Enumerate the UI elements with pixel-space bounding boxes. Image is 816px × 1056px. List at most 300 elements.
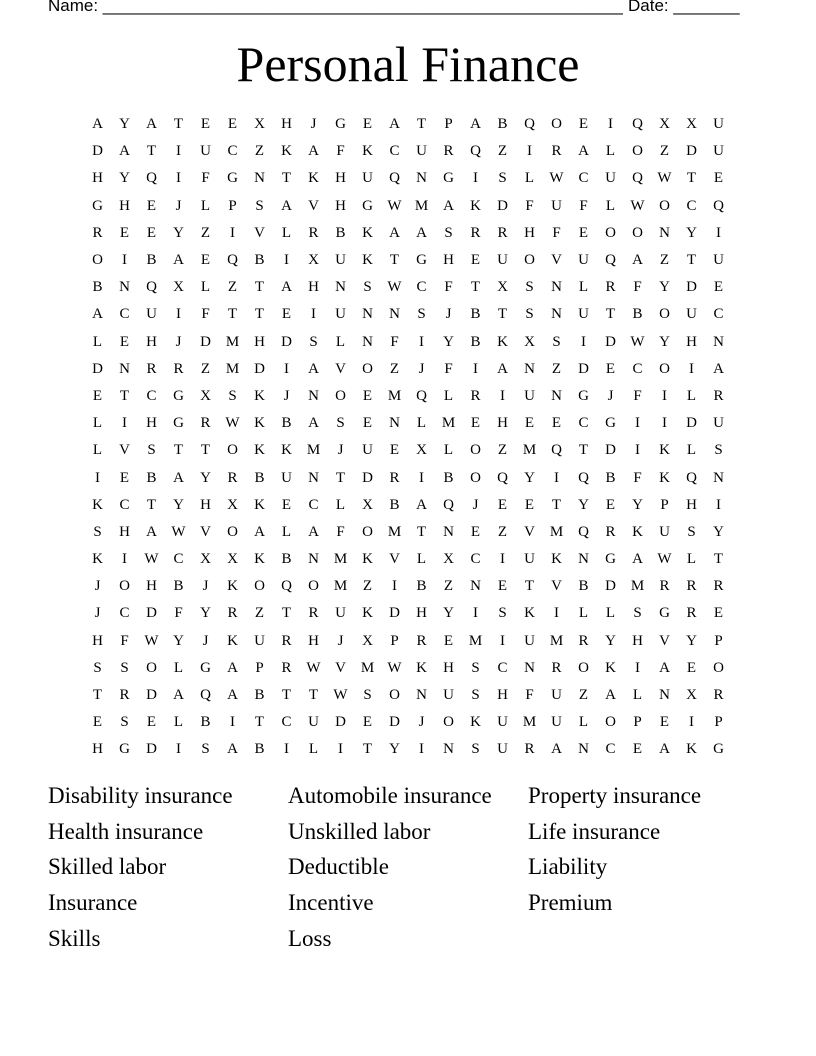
- grid-letter: K: [470, 197, 481, 214]
- grid-letter: I: [554, 605, 559, 622]
- grid-letter: C: [227, 143, 238, 160]
- grid-letter: S: [471, 659, 480, 676]
- grid-letter: K: [605, 659, 616, 676]
- grid-letter: O: [470, 469, 481, 486]
- grid-letter: Y: [659, 279, 670, 296]
- grid-letter: D: [497, 197, 508, 214]
- grid-row: [84, 464, 732, 491]
- word-list-item: Insurance: [48, 890, 138, 916]
- grid-letter: E: [281, 306, 292, 323]
- grid-row: [84, 274, 732, 301]
- grid-letter: V: [335, 360, 346, 377]
- grid-letter: T: [713, 551, 724, 568]
- grid-letter: O: [659, 197, 670, 214]
- grid-letter: E: [470, 415, 481, 432]
- grid-letter: U: [659, 523, 670, 540]
- grid-letter: B: [254, 741, 265, 758]
- grid-letter: R: [713, 387, 724, 404]
- grid-letter: S: [552, 333, 561, 350]
- grid-letter: J: [94, 578, 101, 595]
- grid-letter: U: [335, 306, 346, 323]
- grid-letter: S: [147, 442, 156, 459]
- page-title: Personal Finance: [236, 36, 580, 92]
- grid-letter: G: [362, 197, 373, 214]
- grid-letter: D: [686, 415, 697, 432]
- grid-letter: K: [659, 469, 670, 486]
- grid-letter: D: [200, 333, 211, 350]
- grid-row: [84, 655, 732, 682]
- grid-letter: J: [445, 306, 452, 323]
- grid-letter: K: [497, 333, 508, 350]
- grid-letter: W: [657, 551, 672, 568]
- grid-letter: G: [227, 170, 238, 187]
- grid-letter: A: [281, 197, 292, 214]
- grid-letter: P: [633, 714, 642, 731]
- grid-letter: L: [173, 659, 184, 676]
- grid-letter: Y: [605, 632, 616, 649]
- grid-row: [84, 165, 732, 192]
- grid-letter: N: [578, 551, 589, 568]
- grid-letter: U: [416, 143, 427, 160]
- grid-letter: T: [146, 143, 157, 160]
- grid-letter: T: [605, 306, 616, 323]
- grid-letter: W: [144, 551, 159, 568]
- grid-letter: R: [200, 415, 211, 432]
- grid-letter: T: [335, 469, 346, 486]
- grid-letter: T: [416, 116, 427, 133]
- grid-letter: O: [308, 578, 319, 595]
- grid-letter: G: [92, 197, 103, 214]
- grid-letter: T: [686, 252, 697, 269]
- grid-letter: U: [713, 415, 724, 432]
- grid-letter: H: [92, 741, 103, 758]
- grid-row: [84, 220, 732, 247]
- grid-letter: P: [714, 714, 723, 731]
- grid-letter: V: [659, 632, 670, 649]
- grid-letter: B: [281, 551, 292, 568]
- grid-letter: T: [254, 306, 265, 323]
- grid-letter: D: [92, 143, 103, 160]
- grid-letter: J: [337, 632, 344, 649]
- grid-letter: B: [92, 279, 103, 296]
- grid-letter: I: [419, 469, 424, 486]
- grid-letter: E: [443, 632, 454, 649]
- grid-letter: J: [310, 116, 317, 133]
- word-list-item: Automobile insurance: [288, 783, 492, 808]
- grid-letter: U: [200, 143, 211, 160]
- header: [48, 0, 748, 20]
- grid-letter: I: [122, 252, 127, 269]
- grid-letter: T: [281, 170, 292, 187]
- grid-letter: F: [174, 605, 183, 622]
- grid-letter: N: [578, 741, 589, 758]
- grid-letter: W: [387, 279, 402, 296]
- grid-letter: T: [173, 442, 184, 459]
- grid-letter: H: [497, 415, 508, 432]
- grid-letter: Y: [119, 116, 130, 133]
- grid-letter: E: [713, 279, 724, 296]
- grid-letter: J: [283, 387, 290, 404]
- grid-letter: I: [419, 741, 424, 758]
- grid-letter: E: [281, 496, 292, 513]
- grid-letter: U: [497, 252, 508, 269]
- grid-letter: G: [605, 551, 616, 568]
- grid-letter: A: [227, 687, 238, 704]
- grid-letter: R: [308, 605, 319, 622]
- grid-letter: H: [335, 197, 346, 214]
- grid-letter: E: [632, 741, 643, 758]
- grid-letter: H: [686, 496, 697, 513]
- grid-letter: B: [470, 306, 481, 323]
- grid-letter: J: [175, 197, 182, 214]
- grid-letter: Z: [659, 252, 670, 269]
- grid-letter: L: [92, 333, 103, 350]
- grid-letter: E: [659, 714, 670, 731]
- grid-letter: G: [173, 415, 184, 432]
- grid-letter: N: [308, 469, 319, 486]
- grid-letter: U: [578, 252, 589, 269]
- grid-letter: X: [200, 551, 211, 568]
- grid-letter: E: [389, 442, 400, 459]
- grid-letter: I: [635, 659, 640, 676]
- grid-letter: O: [659, 360, 670, 377]
- grid-letter: W: [630, 197, 645, 214]
- grid-row: [84, 329, 732, 356]
- grid-letter: T: [173, 116, 184, 133]
- grid-letter: T: [578, 442, 589, 459]
- grid-letter: I: [176, 143, 181, 160]
- grid-letter: R: [551, 659, 562, 676]
- grid-letter: D: [605, 578, 616, 595]
- grid-letter: A: [308, 415, 319, 432]
- grid-letter: I: [635, 442, 640, 459]
- grid-letter: Z: [497, 143, 508, 160]
- grid-letter: A: [308, 143, 319, 160]
- word-list-item: Unskilled labor: [288, 818, 431, 844]
- grid-letter: O: [362, 360, 373, 377]
- word-list-item: Deductible: [288, 854, 389, 880]
- grid-letter: K: [92, 496, 103, 513]
- grid-letter: V: [551, 578, 562, 595]
- grid-letter: L: [686, 442, 697, 459]
- word-list-item: Property insurance: [528, 783, 702, 808]
- grid-row: [84, 573, 732, 600]
- grid-letter: K: [254, 496, 265, 513]
- grid-letter: I: [284, 360, 289, 377]
- grid-letter: U: [362, 170, 373, 187]
- grid-letter: X: [443, 551, 454, 568]
- grid-letter: I: [176, 306, 181, 323]
- grid-letter: E: [227, 116, 238, 133]
- grid-letter: E: [362, 116, 373, 133]
- grid-letter: U: [551, 714, 562, 731]
- grid-letter: V: [524, 523, 535, 540]
- grid-letter: K: [362, 143, 373, 160]
- grid-letter: D: [92, 360, 103, 377]
- grid-letter: Z: [200, 224, 211, 241]
- grid-letter: L: [443, 387, 454, 404]
- grid-letter: H: [335, 170, 346, 187]
- grid-letter: N: [362, 333, 373, 350]
- grid-letter: M: [414, 197, 429, 214]
- grid-letter: S: [714, 442, 723, 459]
- grid-row: [84, 600, 732, 627]
- grid-letter: M: [522, 442, 537, 459]
- word-list-item: Incentive: [288, 890, 374, 916]
- grid-row: [84, 437, 732, 464]
- grid-letter: S: [336, 415, 345, 432]
- grid-letter: T: [551, 496, 562, 513]
- grid-letter: A: [173, 252, 184, 269]
- grid-letter: B: [335, 224, 346, 241]
- grid-letter: Q: [443, 496, 454, 513]
- grid-letter: R: [308, 224, 319, 241]
- grid-letter: R: [227, 469, 238, 486]
- grid-letter: J: [202, 632, 209, 649]
- grid-letter: A: [470, 116, 481, 133]
- grid-letter: M: [225, 360, 240, 377]
- grid-letter: O: [524, 252, 535, 269]
- grid-letter: O: [632, 224, 643, 241]
- grid-letter: Y: [578, 496, 589, 513]
- grid-letter: Q: [551, 442, 562, 459]
- grid-letter: I: [473, 360, 478, 377]
- grid-letter: E: [92, 714, 103, 731]
- grid-letter: Q: [200, 687, 211, 704]
- grid-letter: R: [713, 578, 724, 595]
- grid-letter: N: [659, 224, 670, 241]
- grid-letter: L: [335, 333, 346, 350]
- grid-letter: R: [686, 605, 697, 622]
- grid-letter: E: [605, 496, 616, 513]
- name-field: Name: _______________________________________________________: [48, 0, 623, 15]
- grid-letter: B: [416, 578, 427, 595]
- grid-letter: R: [605, 523, 616, 540]
- grid-row: [84, 628, 732, 655]
- grid-letter: S: [498, 605, 507, 622]
- grid-letter: I: [338, 741, 343, 758]
- grid-letter: D: [362, 469, 373, 486]
- grid-letter: E: [605, 360, 616, 377]
- grid-letter: L: [308, 741, 319, 758]
- grid-letter: T: [281, 687, 292, 704]
- grid-letter: F: [120, 632, 129, 649]
- grid-letter: C: [389, 143, 400, 160]
- grid-letter: I: [716, 496, 721, 513]
- grid-letter: K: [551, 551, 562, 568]
- grid-letter: M: [522, 714, 537, 731]
- grid-row: [84, 519, 732, 546]
- grid-letter: I: [122, 551, 127, 568]
- grid-letter: X: [416, 442, 427, 459]
- grid-letter: N: [254, 170, 265, 187]
- grid-letter: H: [146, 415, 157, 432]
- grid-letter: Z: [200, 360, 211, 377]
- grid-letter: K: [632, 523, 643, 540]
- grid-letter: I: [500, 632, 505, 649]
- grid-letter: B: [254, 252, 265, 269]
- grid-letter: L: [443, 442, 454, 459]
- grid-row: [84, 138, 732, 165]
- grid-letter: B: [173, 578, 184, 595]
- grid-letter: K: [92, 551, 103, 568]
- grid-letter: U: [281, 469, 292, 486]
- grid-letter: G: [443, 170, 454, 187]
- grid-letter: F: [633, 279, 642, 296]
- grid-letter: L: [281, 523, 292, 540]
- grid-letter: U: [605, 170, 616, 187]
- grid-letter: U: [524, 551, 535, 568]
- grid-letter: A: [146, 523, 157, 540]
- grid-letter: L: [578, 714, 589, 731]
- grid-letter: U: [254, 632, 265, 649]
- grid-letter: V: [254, 224, 265, 241]
- grid-letter: N: [362, 306, 373, 323]
- grid-letter: T: [146, 496, 157, 513]
- grid-letter: W: [225, 415, 240, 432]
- grid-letter: D: [686, 279, 697, 296]
- grid-letter: M: [549, 632, 564, 649]
- grid-letter: B: [281, 415, 292, 432]
- grid-letter: B: [389, 496, 400, 513]
- grid-letter: I: [230, 224, 235, 241]
- grid-letter: E: [119, 224, 130, 241]
- grid-letter: I: [473, 170, 478, 187]
- grid-letter: D: [281, 333, 292, 350]
- grid-letter: U: [524, 387, 535, 404]
- grid-letter: M: [630, 578, 645, 595]
- grid-letter: Y: [659, 333, 670, 350]
- grid-letter: D: [605, 333, 616, 350]
- grid-letter: K: [362, 224, 373, 241]
- word-list-item: Disability insurance: [48, 783, 233, 808]
- grid-letter: I: [311, 306, 316, 323]
- grid-letter: Y: [173, 632, 184, 649]
- grid-letter: A: [92, 116, 103, 133]
- grid-letter: T: [254, 279, 265, 296]
- grid-letter: U: [551, 197, 562, 214]
- grid-letter: W: [144, 632, 159, 649]
- grid-letter: X: [497, 279, 508, 296]
- grid-letter: Y: [200, 469, 211, 486]
- grid-letter: Q: [632, 170, 643, 187]
- grid-letter: I: [95, 469, 100, 486]
- grid-row: [84, 736, 732, 763]
- grid-letter: A: [416, 224, 427, 241]
- grid-letter: I: [392, 578, 397, 595]
- grid-letter: R: [443, 143, 454, 160]
- grid-letter: L: [92, 415, 103, 432]
- grid-letter: A: [632, 551, 643, 568]
- grid-letter: Y: [443, 605, 454, 622]
- grid-letter: G: [119, 741, 130, 758]
- grid-letter: W: [333, 687, 348, 704]
- grid-letter: S: [93, 523, 102, 540]
- grid-letter: U: [551, 687, 562, 704]
- grid-letter: U: [362, 442, 373, 459]
- grid-letter: S: [444, 224, 453, 241]
- grid-letter: E: [470, 252, 481, 269]
- grid-letter: C: [497, 659, 508, 676]
- grid-letter: I: [608, 116, 613, 133]
- grid-letter: F: [525, 197, 534, 214]
- grid-letter: D: [335, 714, 346, 731]
- grid-letter: X: [659, 116, 670, 133]
- grid-letter: U: [443, 687, 454, 704]
- grid-letter: M: [360, 659, 375, 676]
- grid-letter: A: [443, 197, 454, 214]
- grid-letter: O: [254, 578, 265, 595]
- grid-letter: N: [551, 279, 562, 296]
- grid-letter: H: [686, 333, 697, 350]
- grid-letter: X: [686, 116, 697, 133]
- grid-letter: O: [551, 116, 562, 133]
- grid-letter: H: [308, 279, 319, 296]
- grid-letter: J: [175, 333, 182, 350]
- grid-letter: M: [225, 333, 240, 350]
- grid-letter: T: [308, 687, 319, 704]
- grid-letter: U: [578, 306, 589, 323]
- grid-letter: B: [200, 714, 211, 731]
- grid-letter: P: [255, 659, 264, 676]
- grid-letter: F: [201, 306, 210, 323]
- grid-letter: G: [173, 387, 184, 404]
- grid-letter: E: [470, 523, 481, 540]
- grid-letter: G: [605, 415, 616, 432]
- grid-letter: R: [92, 224, 103, 241]
- grid-row: [84, 301, 732, 328]
- grid-letter: V: [119, 442, 130, 459]
- grid-letter: M: [441, 415, 456, 432]
- grid-letter: L: [173, 714, 184, 731]
- grid-letter: D: [146, 741, 157, 758]
- grid-letter: A: [281, 279, 292, 296]
- grid-letter: Y: [686, 632, 697, 649]
- grid-letter: C: [119, 605, 130, 622]
- grid-letter: M: [468, 632, 483, 649]
- grid-letter: E: [92, 387, 103, 404]
- grid-letter: X: [362, 496, 373, 513]
- grid-letter: K: [524, 605, 535, 622]
- grid-letter: R: [659, 578, 670, 595]
- grid-letter: O: [713, 659, 724, 676]
- grid-letter: I: [662, 415, 667, 432]
- grid-letter: O: [335, 387, 346, 404]
- grid-letter: Q: [416, 387, 427, 404]
- grid-row: [84, 682, 732, 709]
- word-list-item: Skilled labor: [48, 854, 167, 880]
- grid-letter: L: [416, 551, 427, 568]
- grid-letter: U: [335, 252, 346, 269]
- grid-letter: A: [173, 469, 184, 486]
- grid-letter: F: [201, 170, 210, 187]
- grid-letter: T: [92, 687, 103, 704]
- grid-letter: G: [416, 252, 427, 269]
- grid-letter: I: [662, 387, 667, 404]
- grid-letter: O: [227, 442, 238, 459]
- grid-letter: E: [200, 252, 211, 269]
- grid-letter: H: [92, 170, 103, 187]
- grid-letter: H: [200, 496, 211, 513]
- grid-letter: K: [254, 551, 265, 568]
- grid-letter: R: [686, 578, 697, 595]
- grid-letter: U: [713, 116, 724, 133]
- grid-letter: O: [443, 714, 454, 731]
- grid-letter: Z: [578, 687, 589, 704]
- grid-letter: D: [389, 605, 400, 622]
- grid-letter: B: [254, 469, 265, 486]
- grid-letter: N: [659, 687, 670, 704]
